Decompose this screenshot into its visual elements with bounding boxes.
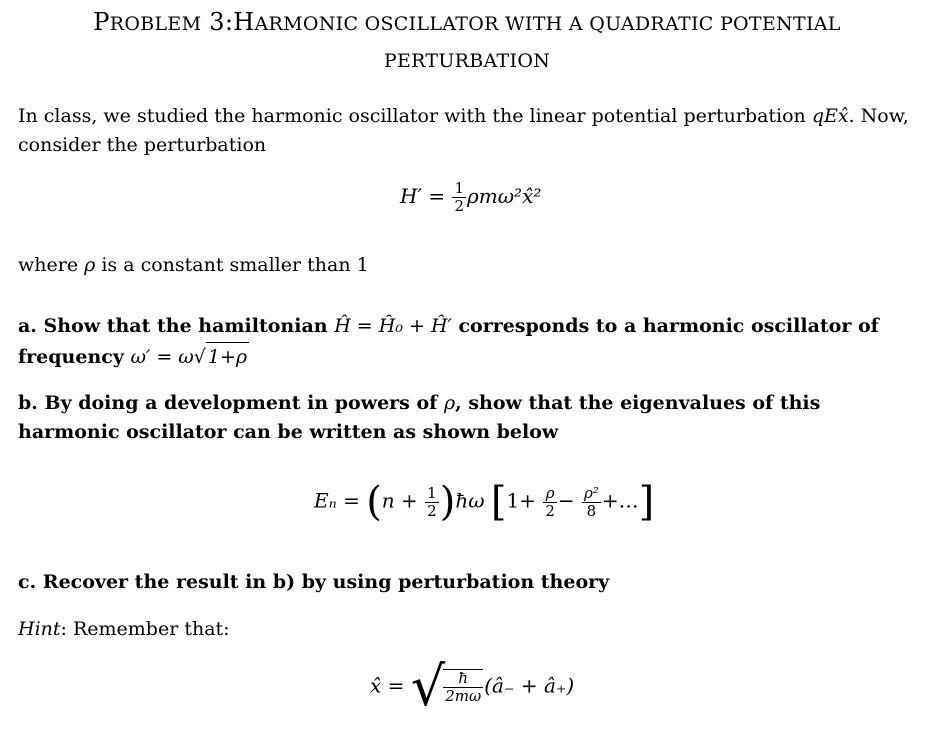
eq3-radical: √: [410, 655, 446, 718]
title-initial-h: H: [233, 8, 255, 36]
eq2-minus: −: [557, 488, 575, 513]
eq2-rho-over-2: [543, 485, 557, 520]
part-a-hamiltonian: Ĥ = Ĥ₀ + Ĥ′: [334, 315, 452, 337]
problem-title-line2: PERTURBATION: [383, 50, 551, 72]
eq1-frac-den: 2: [454, 197, 465, 215]
part-a-frequency-label: frequency: [18, 346, 131, 368]
eq2-half-den: 2: [427, 501, 437, 520]
part-a-omega-prime: ω′ = ω√: [130, 346, 206, 368]
part-b-text-b: , show that the eigenvalues of this: [455, 392, 821, 414]
eq2-half-num: 1: [427, 483, 437, 502]
intro-text-b: . Now,: [848, 105, 909, 127]
part-b-line2: harmonic oscillator can be written as shown below: [18, 421, 559, 443]
eq2-tail: +…: [601, 488, 639, 513]
eq2-one-plus: 1+: [506, 488, 536, 513]
part-a-text-a: a. Show that the hamiltonian: [18, 315, 335, 337]
part-a-line1: [18, 312, 879, 340]
part-b-rho: ρ: [443, 392, 456, 414]
problem-title-line1: [0, 8, 934, 36]
intro-line1: [18, 102, 909, 130]
eq2-close-paren: ): [439, 479, 456, 525]
part-a-line2: [18, 342, 249, 371]
eq3-frac-den: 2mω: [445, 687, 482, 705]
where-text-a: where: [18, 254, 85, 276]
title-rest: ARMONIC OSCILLATOR WITH A QUADRATIC POTENTIAL: [254, 13, 841, 35]
where-line: [18, 251, 369, 279]
intro-line2: consider the perturbation: [18, 134, 267, 156]
eq1-lhs: H′ =: [400, 184, 446, 208]
intro-text-a: In class, we studied the harmonic oscillator with the linear potential perturbation: [18, 105, 812, 127]
hint-line: [18, 615, 230, 643]
eq2-half: [425, 485, 439, 520]
eq3-lhs: x̂ =: [370, 673, 405, 698]
equation-perturbation: [400, 180, 541, 215]
part-a-text-b: corresponds to a harmonic oscillator of: [451, 315, 879, 337]
part-b-text-a: b. By doing a development in powers of: [18, 392, 444, 414]
equation-position-operator: [370, 655, 575, 718]
eq2-open-paren: (: [366, 479, 382, 525]
eq1-rhs: ρmω²x̂²: [467, 184, 542, 208]
part-b-line1: [18, 389, 820, 417]
eq3-fraction: [443, 669, 483, 705]
eq2-lhs: Eₙ =: [314, 488, 360, 513]
hint-text: : Remember that:: [60, 618, 230, 640]
title-roblem: ROBLEM: [109, 13, 202, 35]
eq2-close-bracket: ]: [638, 479, 655, 525]
hint-label: Hint: [18, 618, 61, 640]
intro-math-qex: qEx̂: [811, 105, 849, 127]
eq1-frac-num: 1: [454, 179, 465, 197]
title-initial-p: P: [93, 8, 110, 36]
eq3-rhs: (â₋ + â₊): [484, 673, 575, 698]
eq2-rho-den: 2: [545, 501, 555, 520]
eq2-rho-num: ρ: [545, 483, 555, 502]
where-text-b: is a constant smaller than 1: [95, 254, 369, 276]
eq3-frac-num: ħ: [458, 669, 469, 687]
title-number: 3:: [201, 8, 234, 36]
eq2-n-plus: n +: [381, 488, 418, 513]
eq2-rho2-den: 8: [582, 502, 601, 520]
eq1-fraction: [452, 180, 466, 215]
eq2-rho2-num: ρ²: [584, 483, 599, 502]
where-rho: ρ: [84, 254, 96, 276]
part-c-line: c. Recover the result in b) by using perturbation theory: [18, 571, 610, 593]
equation-eigenvalues: [314, 479, 655, 525]
part-a-sqrt-argument: 1+ρ: [206, 342, 249, 371]
eq2-rho2-over-8: [582, 485, 601, 520]
eq2-hbar-omega: ħω: [455, 488, 485, 513]
eq2-open-bracket: [: [490, 479, 507, 525]
